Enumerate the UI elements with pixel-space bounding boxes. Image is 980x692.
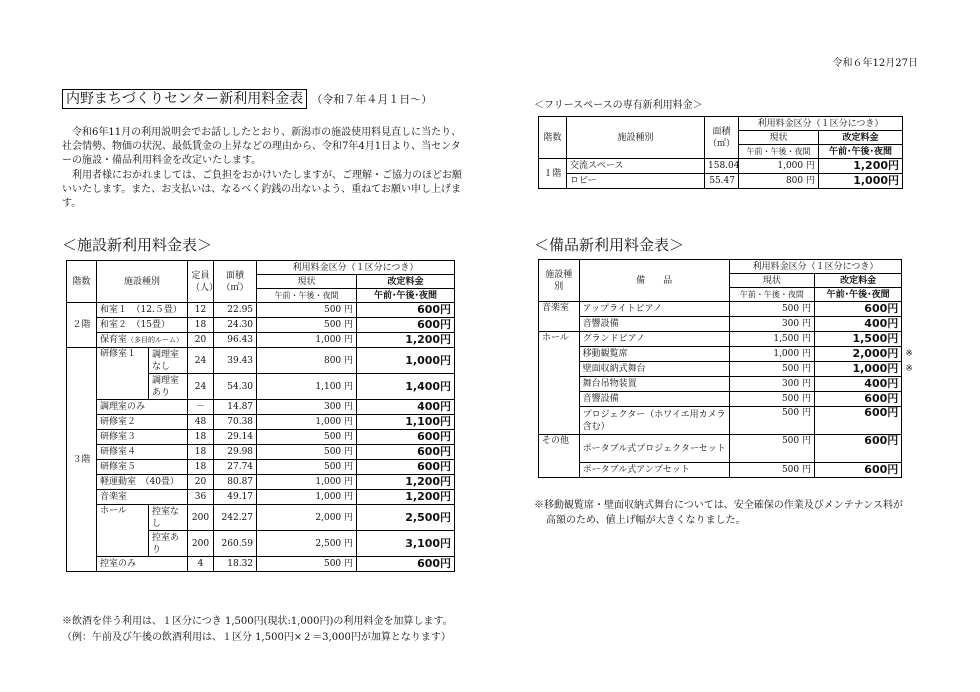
row-revised: 400円	[814, 377, 901, 392]
facility-note	[62, 614, 453, 646]
header-floor: 階数	[539, 117, 567, 159]
row-mark	[902, 463, 916, 478]
row-revised: 1,500円	[814, 332, 901, 347]
row-current: 2,000 円	[257, 505, 357, 531]
row-area: 54.30	[214, 374, 257, 400]
row-area: 158.04	[705, 159, 739, 174]
row-area: 55.47	[705, 174, 739, 189]
header-revised: 改定料金	[819, 131, 903, 145]
row-current: 300 円	[729, 317, 814, 332]
header-slot-revised: 午前･午後･夜間	[357, 289, 455, 303]
row-name: 研修室５	[97, 460, 188, 475]
table-row	[539, 407, 917, 435]
table-row	[67, 348, 455, 374]
intro-text	[62, 126, 470, 211]
row-area: 27.74	[214, 460, 257, 475]
row-area: 96.43	[214, 333, 257, 348]
row-current: 500 円	[729, 435, 814, 463]
row-capacity: 20	[188, 475, 214, 490]
table-row	[539, 174, 903, 189]
row-revised: 3,100円	[357, 531, 455, 557]
row-item: 音響設備	[579, 317, 729, 332]
title-effective-date: （令和７年４月１日～）	[311, 93, 433, 106]
table-row	[539, 435, 917, 463]
row-capacity: 18	[188, 445, 214, 460]
header-current: 現状	[729, 274, 814, 288]
table-row	[539, 302, 917, 317]
table-row	[67, 490, 455, 505]
row-mark	[902, 435, 916, 463]
row-capacity: 18	[188, 318, 214, 333]
row-name: 研修室４	[97, 445, 188, 460]
table-row	[67, 303, 455, 318]
row-current: 1,000 円	[257, 490, 357, 505]
table-row	[67, 475, 455, 490]
table-row	[67, 505, 455, 531]
row-revised: 600円	[814, 302, 901, 317]
header-area: 面積（㎡）	[705, 117, 739, 159]
header-area: 面積（㎡）	[214, 261, 257, 303]
row-capacity: 24	[188, 374, 214, 400]
row-mark	[902, 332, 916, 347]
header-revised: 改定料金	[814, 274, 901, 288]
row-group: その他	[539, 435, 580, 478]
row-area: 70.38	[214, 415, 257, 430]
header-slot-current: 午前・午後・夜間	[739, 145, 819, 159]
row-item: グランドピアノ	[579, 332, 729, 347]
row-name: 控室のみ	[97, 557, 188, 572]
row-name: 和室２ （15畳）	[97, 318, 188, 333]
row-area: 80.87	[214, 475, 257, 490]
row-revised: 600円	[814, 392, 901, 407]
facility-fee-table	[66, 260, 455, 572]
row-group: 音楽室	[539, 302, 580, 332]
header-slot-current: 午前・午後・夜間	[257, 289, 357, 303]
header-capacity: 定員（人）	[188, 261, 214, 303]
row-area: 18.32	[214, 557, 257, 572]
floor-3-label: ３階	[67, 348, 97, 572]
row-current: 500 円	[729, 362, 814, 377]
issue-date: 令和６年12月27日	[832, 58, 918, 69]
row-name: 研修室２	[97, 415, 188, 430]
row-revised: 600円	[357, 460, 455, 475]
row-current: 1,000 円	[739, 159, 819, 174]
row-sub: 控室あり	[149, 531, 188, 557]
row-item: ポータブル式プロジェクターセット	[579, 435, 729, 463]
table-row	[67, 460, 455, 475]
row-name: 軽運動室 （40畳）	[97, 475, 188, 490]
row-capacity: 24	[188, 348, 214, 374]
row-area: 22.95	[214, 303, 257, 318]
mark-spacer	[902, 260, 916, 302]
row-name: 交流スペース	[567, 159, 705, 174]
row-revised: 600円	[357, 318, 455, 333]
row-capacity: 20	[188, 333, 214, 348]
row-capacity: 18	[188, 460, 214, 475]
row-name: 音楽室	[97, 490, 188, 505]
header-floor: 階数	[67, 261, 97, 303]
row-item: 音響設備	[579, 392, 729, 407]
row-revised: 1,400円	[357, 374, 455, 400]
row-mark	[902, 302, 916, 317]
row-current: 1,000 円	[729, 347, 814, 362]
row-current: 800 円	[257, 348, 357, 374]
title-text: 内野まちづくりセンター新利用料金表	[62, 89, 307, 109]
header-fee-group: 利用料金区分（１区分につき）	[739, 117, 903, 131]
row-revised: 2,000円	[814, 347, 901, 362]
header-facility-type: 施設種別	[567, 117, 705, 159]
row-revised: 400円	[357, 400, 455, 415]
table-row	[67, 400, 455, 415]
row-mark	[902, 317, 916, 332]
table-row	[67, 445, 455, 460]
row-current: 500 円	[729, 392, 814, 407]
row-revised: 600円	[357, 557, 455, 572]
header-item: 備 品	[579, 260, 729, 302]
row-name: 研修室１	[97, 348, 149, 400]
row-revised: 600円	[357, 303, 455, 318]
row-mark	[902, 407, 916, 435]
header-fee-group: 利用料金区分（１区分につき）	[257, 261, 455, 275]
facility-note-line-2: （例：午前及び午後の飲酒利用は、１区分 1,500円×２＝3,000円が加算となります）	[62, 632, 451, 643]
row-revised: 400円	[814, 317, 901, 332]
header-revised: 改定料金	[357, 275, 455, 289]
row-area: 39.43	[214, 348, 257, 374]
row-current: 1,500 円	[729, 332, 814, 347]
row-revised: 1,100円	[357, 415, 455, 430]
equipment-note-line-1: ※移動観覧席・壁面収納式舞台については、安全確保の作業及びメンテナンス料が	[534, 500, 903, 511]
row-capacity: 4	[188, 557, 214, 572]
row-current: 300 円	[257, 400, 357, 415]
row-current: 500 円	[257, 460, 357, 475]
free-space-fee-table	[538, 116, 903, 189]
row-capacity: 18	[188, 430, 214, 445]
header-slot-revised: 午前･午後･夜間	[819, 145, 903, 159]
row-revised: 600円	[814, 463, 901, 478]
row-mark	[902, 377, 916, 392]
header-slot-current: 午前・午後・夜間	[729, 288, 814, 302]
row-current: 1,100 円	[257, 374, 357, 400]
row-item: 移動観覧席	[579, 347, 729, 362]
row-current: 500 円	[257, 430, 357, 445]
row-name-text: 保育室	[100, 335, 128, 345]
page-title	[62, 88, 432, 109]
row-revised: 1,200円	[819, 159, 903, 174]
row-revised: 1,200円	[357, 333, 455, 348]
table-row	[539, 332, 917, 347]
row-sub: 調理室なし	[149, 348, 188, 374]
row-current: 500 円	[729, 463, 814, 478]
intro-paragraph-2: 利用者様におかれましては、ご負担をおかけいたしますが、ご理解・ご協力のほどお願いいたします。また、お支払いは、なるべく釣銭の出ないよう、重ねてお願い申し上げます。	[62, 169, 462, 210]
intro-paragraph-1: 令和6年11月の利用説明会でお話ししたとおり、新潟市の施設使用料見直しに当たり、社会情勢、物価の状況、最低賃金の上昇などの理由から、令和7年4月1日より、当センターの施設・備品利用料金を改定いたします。	[62, 127, 462, 167]
row-mark: ※	[905, 364, 913, 374]
row-name	[97, 333, 188, 348]
table-row	[67, 318, 455, 333]
floor-1-label: １階	[539, 159, 567, 189]
header-facility-type: 施設種別	[97, 261, 188, 303]
table-row	[67, 430, 455, 445]
row-capacity: 36	[188, 490, 214, 505]
row-current: 300 円	[729, 377, 814, 392]
row-capacity: 48	[188, 415, 214, 430]
row-revised: 600円	[814, 407, 901, 435]
row-mark	[902, 392, 916, 407]
table-row	[539, 362, 917, 377]
free-space-section-title: ＜フリースペースの専有新利用料金＞	[534, 100, 703, 111]
row-revised: 2,500円	[357, 505, 455, 531]
row-item: アップライトピアノ	[579, 302, 729, 317]
row-sub: 控室なし	[149, 505, 188, 531]
row-area: 242.27	[214, 505, 257, 531]
row-sub: 調理室あり	[149, 374, 188, 400]
row-revised: 600円	[814, 435, 901, 463]
row-name: 和室１ （12.５畳）	[97, 303, 188, 318]
facility-note-line-1: ※飲酒を伴う利用は、１区分につき 1,500円(現状:1,000円)の利用料金を加算します。	[62, 616, 453, 627]
row-current: 2,500 円	[257, 531, 357, 557]
row-revised: 1,000円	[814, 362, 901, 377]
row-current: 1,000 円	[257, 415, 357, 430]
table-row	[67, 333, 455, 348]
row-current: 500 円	[729, 407, 814, 435]
header-fee-group: 利用料金区分（１区分につき）	[729, 260, 902, 274]
table-row	[539, 463, 917, 478]
row-group: ホール	[539, 332, 580, 435]
row-area: 14.87	[214, 400, 257, 415]
facility-section-title: ＜施設新利用料金表＞	[62, 236, 213, 254]
row-capacity: 200	[188, 505, 214, 531]
row-current: 1,000 円	[257, 333, 357, 348]
row-revised: 1,000円	[357, 348, 455, 374]
row-item: 壁面収納式舞台	[579, 362, 729, 377]
row-name-note: （多目的ルーム）	[127, 336, 184, 344]
row-item: プロジェクター（ホワイエ用カメラ含む）	[579, 407, 729, 435]
equipment-note	[534, 498, 914, 528]
row-current: 800 円	[739, 174, 819, 189]
row-name: ロビー	[567, 174, 705, 189]
row-mark: ※	[905, 349, 913, 359]
row-name: 調理室のみ	[97, 400, 188, 415]
row-name: 研修室３	[97, 430, 188, 445]
row-current: 500 円	[257, 557, 357, 572]
floor-2-label: ２階	[67, 303, 97, 348]
row-capacity: 200	[188, 531, 214, 557]
row-area: 49.17	[214, 490, 257, 505]
row-area: 29.98	[214, 445, 257, 460]
row-revised: 600円	[357, 430, 455, 445]
equipment-section-title: ＜備品新利用料金表＞	[534, 236, 685, 254]
row-revised: 1,200円	[357, 490, 455, 505]
row-area: 260.59	[214, 531, 257, 557]
header-slot-revised: 午前･午後･夜間	[814, 288, 901, 302]
row-revised: 1,000円	[819, 174, 903, 189]
header-current: 現状	[257, 275, 357, 289]
row-area: 24.30	[214, 318, 257, 333]
row-current: 500 円	[257, 445, 357, 460]
table-row	[67, 557, 455, 572]
table-row	[539, 347, 917, 362]
row-capacity: 12	[188, 303, 214, 318]
header-facility-type: 施設種別	[539, 260, 580, 302]
row-current: 500 円	[729, 302, 814, 317]
row-current: 500 円	[257, 303, 357, 318]
header-current: 現状	[739, 131, 819, 145]
table-row	[67, 415, 455, 430]
table-row	[539, 317, 917, 332]
row-name: ホール	[97, 505, 149, 557]
row-item: 舞台吊物装置	[579, 377, 729, 392]
table-row	[539, 377, 917, 392]
row-current: 1,000 円	[257, 475, 357, 490]
table-row	[539, 159, 903, 174]
row-current: 500 円	[257, 318, 357, 333]
row-capacity: －	[188, 400, 214, 415]
table-row	[539, 392, 917, 407]
row-item: ポータブル式アンプセット	[579, 463, 729, 478]
equipment-fee-table	[538, 259, 916, 478]
equipment-note-line-2: 高額のため、値上げ幅が大きくなりました。	[546, 515, 746, 526]
row-area: 29.14	[214, 430, 257, 445]
row-revised: 600円	[357, 445, 455, 460]
row-revised: 1,200円	[357, 475, 455, 490]
